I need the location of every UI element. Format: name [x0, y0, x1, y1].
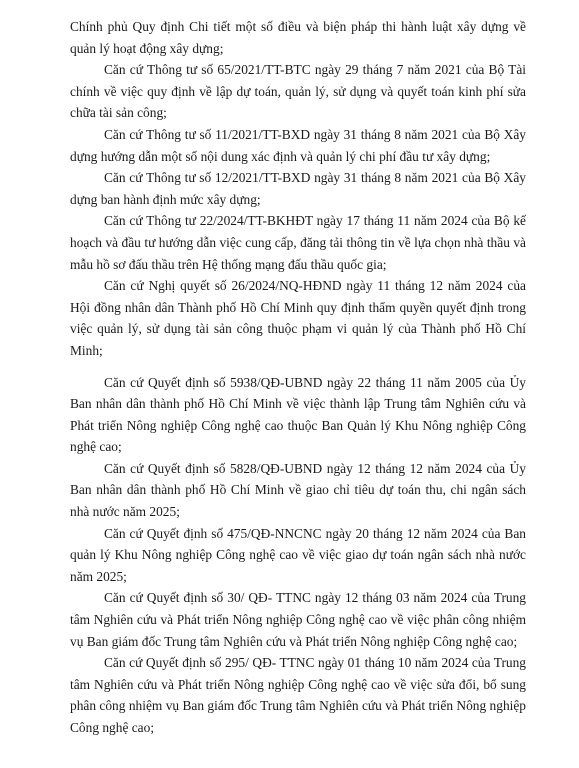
paragraph-decision-295: Căn cứ Quyết định số 295/ QĐ- TTNC ngày 01 tháng 10 năm 2024 của Trung tâm Nghiên cứu và Phát triển Nông nghiệp Công nghệ cao về việc sửa đổi, bổ sung phân công nhiệm vụ Ban giám đốc Trung tâm Nghiên cứu và Phát triển Nông nghiệp Công nghệ cao; [70, 655, 526, 735]
paragraph-resolution-26-2024: Căn cứ Nghị quyết số 26/2024/NQ-HĐND ngày 11 tháng 12 năm 2024 của Hội đồng nhân dân Thành phố Hồ Chí Minh quy định thẩm quyền quyết định trong việc quản lý, sử dụng tài sản công thuộc phạm vi quản lý của Thành phố Hồ Chí Minh; [70, 278, 526, 358]
paragraph-decision-475: Căn cứ Quyết định số 475/QĐ-NNCNC ngày 20 tháng 12 năm 2024 của Ban quản lý Khu Nông nghiệp Công nghệ cao về việc giao dự toán ngân sách nhà nước năm 2025; [70, 525, 526, 584]
paragraph-circular-12-2021: Căn cứ Thông tư số 12/2021/TT-BXD ngày 31 tháng 8 năm 2021 của Bộ Xây dựng ban hành định mức xây dựng; [70, 170, 526, 207]
paragraph-decision-5938: Căn cứ Quyết định số 5938/QĐ-UBND ngày 22 tháng 11 năm 2005 của Ủy Ban nhân dân thành phố Hồ Chí Minh về việc thành lập Trung tâm Nghiên cứu và Phát triển Nông nghiệp Công nghệ cao thuộc Ban Quản lý Khu Nông nghiệp Công nghệ cao; [70, 374, 526, 455]
paragraph-decision-5828: Căn cứ Quyết định số 5828/QĐ-UBND ngày 12 tháng 12 năm 2024 của Ủy Ban nhân dân thành phố Hồ Chí Minh về giao chỉ tiêu dự toán thu, chi ngân sách nhà nước năm 2025; [70, 460, 526, 520]
paragraph-circular-11-2021: Căn cứ Thông tư số 11/2021/TT-BXD ngày 31 tháng 8 năm 2021 của Bộ Xây dựng hướng dẫn một số nội dung xác định và quản lý chi phí đầu tư xây dựng; [70, 126, 526, 164]
paragraph-decree-continuation: Chính phủ Quy định Chi tiết một số điều và biện pháp thi hành luật xây dựng về quản lý hoạt động xây dựng; [70, 19, 526, 56]
paragraph-circular-65-2021: Căn cứ Thông tư số 65/2021/TT-BTC ngày 29 tháng 7 năm 2021 của Bộ Tài chính về việc quy định về lập dự toán, quản lý, sử dụng và quyết toán kinh phí sửa chữa tài sản công; [70, 62, 526, 121]
paragraph-decision-30: Căn cứ Quyết định số 30/ QĐ- TTNC ngày 12 tháng 03 năm 2024 của Trung tâm Nghiên cứu và Phát triển Nông nghiệp Công nghệ cao về việc phân công nhiệm vụ Ban giám đốc Trung tâm Nghiên cứu và Phát triển Nông nghiệp Công nghệ cao; [70, 590, 526, 649]
paragraph-circular-22-2024: Căn cứ Thông tư 22/2024/TT-BKHĐT ngày 17 tháng 11 năm 2024 của Bộ kế hoạch và đầu tư hướng dẫn việc cung cấp, đăng tải thông tin về lựa chọn nhà thầu và mẫu hồ sơ đấu thầu trên Hệ thống mạng đấu thầu quốc gia; [70, 213, 526, 272]
